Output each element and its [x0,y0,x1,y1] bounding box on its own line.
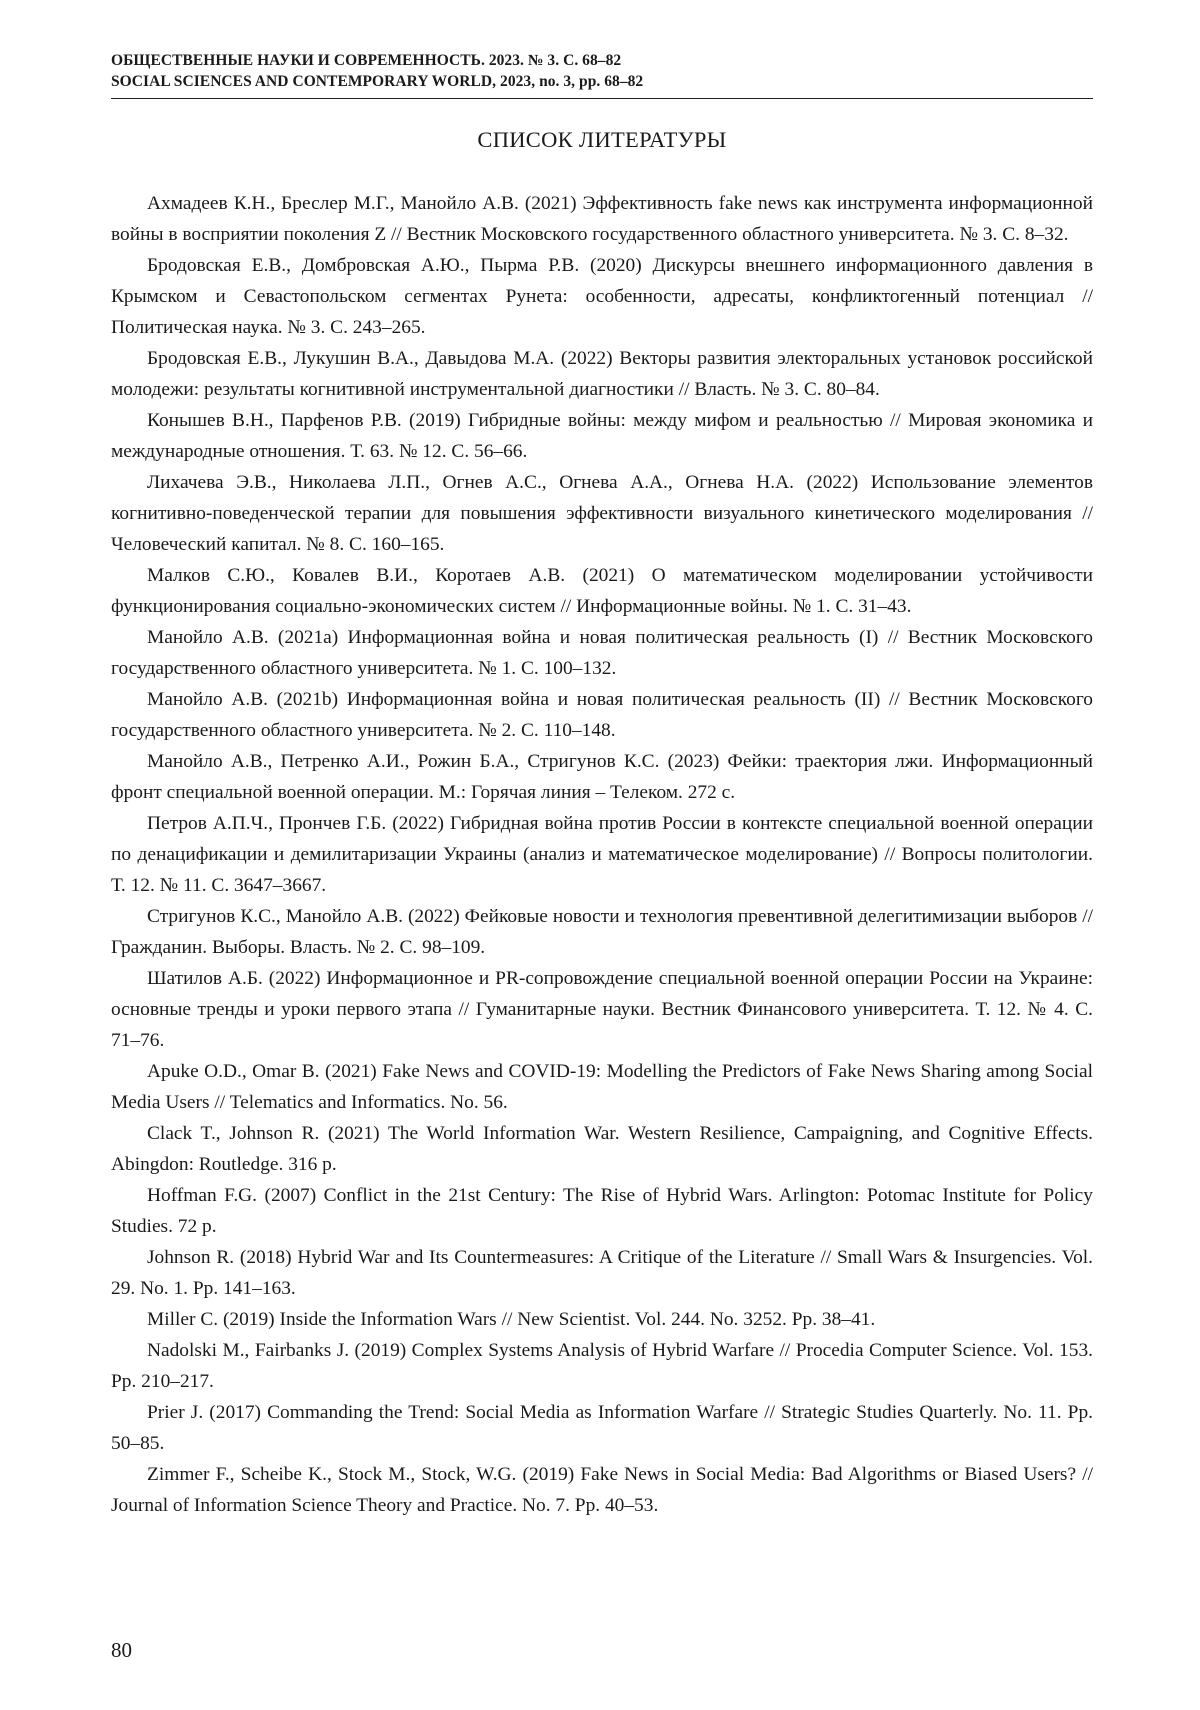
section-title: СПИСОК ЛИТЕРАТУРЫ [477,127,727,152]
reference-item: Hoffman F.G. (2007) Conflict in the 21st Century: The Rise of Hybrid Wars. Arlington: Potomac Institute for Policy Studies. 72 p. [111,1185,1093,1237]
reference-item: Стригунов К.С., Манойло А.В. (2022) Фейковые новости и технология превентивной делегитимизации выборов // Гражданин. Выборы. Власть. № 2. С. 98–109. [111,906,1093,958]
reference-item: Nadolski M., Fairbanks J. (2019) Complex Systems Analysis of Hybrid Warfare // Procedia Computer Science. Vol. 153. Pp. 210–217. [111,1340,1093,1392]
reference-item: Zimmer F., Scheibe K., Stock M., Stock, W.G. (2019) Fake News in Social Media: Bad Algorithms or Biased Users? // Journal of Information Science Theory and Practice. No. 7. Pp. 40–53. [111,1464,1093,1516]
reference-item: Johnson R. (2018) Hybrid War and Its Countermeasures: A Critique of the Literature // Small Wars & Insurgencies. Vol. 29. No. 1. Pp. 141–163. [111,1247,1093,1299]
reference-item: Конышев В.Н., Парфенов Р.В. (2019) Гибридные войны: между мифом и реальностью // Мировая экономика и международные отношения. Т. 63. № 12. С. 56–66. [111,410,1093,462]
header-line-ru: ОБЩЕСТВЕННЫЕ НАУКИ И СОВРЕМЕННОСТЬ. 2023. № 3. С. 68–82 [111,52,622,69]
reference-item: Петров А.П.Ч., Прончев Г.Б. (2022) Гибридная война против России в контексте специальной военной операции по денацификации и демилитаризации Украины (анализ и математическое моделирование) // Вопросы политологии. Т. 12. № 11. С. 3647–3667. [111,813,1093,896]
reference-item: Miller C. (2019) Inside the Information Wars // New Scientist. Vol. 244. No. 3252. Pp. 38–41. [147,1309,876,1330]
reference-item: Бродовская Е.В., Домбровская А.Ю., Пырма Р.В. (2020) Дискурсы внешнего информационного давления в Крымском и Севастопольском сегментах Рунета: особенности, адресаты, конфликтогенный потенциал // Политическая наука. № 3. С. 243–265. [111,255,1093,338]
reference-item: Шатилов А.Б. (2022) Информационное и PR-сопровождение специальной военной операции России на Украине: основные тренды и уроки первого этапа // Гуманитарные науки. Вестник Финансового университета. Т. 12. № 4. С. 71–76. [111,968,1093,1051]
reference-item: Ахмадеев К.Н., Бреслер М.Г., Манойло А.В. (2021) Эффективность fake news как инструмента информационной войны в восприятии поколения Z // Вестник Московского государственного областного университета. № 3. С. 8–32. [111,193,1093,245]
reference-item: Clack T., Johnson R. (2021) The World Information War. Western Resilience, Campaigning, and Cognitive Effects. Abingdon: Routledge. 316 p. [111,1123,1093,1175]
reference-item: Бродовская Е.В., Лукушин В.А., Давыдова М.А. (2022) Векторы развития электоральных установок российской молодежи: результаты когнитивной инструментальной диагностики // Власть. № 3. С. 80–84. [111,348,1093,400]
running-header [111,50,1093,99]
header-line-en: SOCIAL SCIENCES AND CONTEMPORARY WORLD, 2023, no. 3, pp. 68–82 [111,73,644,90]
page-number: 80 [111,1638,132,1662]
reference-item: Малков С.Ю., Ковалев В.И., Коротаев А.В. (2021) О математическом моделировании устойчивости функционирования социально-экономических систем // Информационные войны. № 1. С. 31–43. [111,565,1093,617]
reference-item: Prier J. (2017) Commanding the Trend: Social Media as Information Warfare // Strategic Studies Quarterly. No. 11. Pp. 50–85. [111,1402,1093,1454]
reference-item: Манойло А.В. (2021a) Информационная война и новая политическая реальность (I) // Вестник Московского государственного областного университета. № 1. С. 100–132. [111,627,1093,679]
reference-item: Манойло А.В., Петренко А.И., Рожин Б.А., Стригунов К.С. (2023) Фейки: траектория лжи. Информационный фронт специальной военной операции. М.: Горячая линия – Телеком. 272 с. [111,751,1093,803]
reference-list [111,188,1093,1521]
reference-item: Манойло А.В. (2021b) Информационная война и новая политическая реальность (II) // Вестник Московского государственного областного университета. № 2. С. 110–148. [111,689,1093,741]
reference-item: Лихачева Э.В., Николаева Л.П., Огнев А.С., Огнева А.А., Огнева Н.А. (2022) Использование элементов когнитивно-поведенческой терапии для повышения эффективности визуального кинетического моделирования // Человеческий капитал. № 8. С. 160–165. [111,472,1093,555]
reference-item: Apuke O.D., Omar B. (2021) Fake News and COVID-19: Modelling the Predictors of Fake News Sharing among Social Media Users // Telematics and Informatics. No. 56. [111,1061,1093,1113]
